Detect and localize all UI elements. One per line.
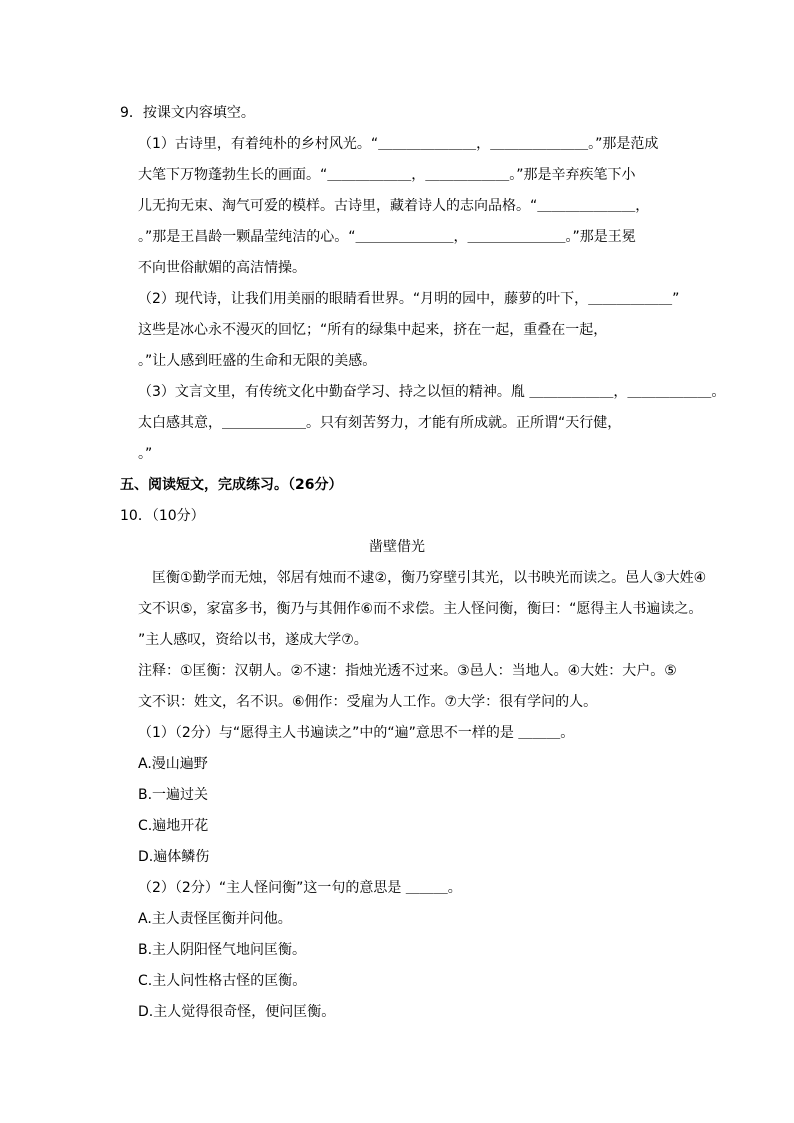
question-9-part1-line4: 。”那是王昌龄一颗晶莹纯洁的心。“＿＿＿＿＿＿＿，＿＿＿＿＿＿＿。”那是王冕: [138, 229, 636, 245]
passage-line3: ”主人感叹，资给以书，遂成大学⑦。: [138, 632, 368, 648]
annotation-line2: 文不识：姓文，名不识。⑥佣作：受雇为人工作。⑦大学：很有学问的人。: [138, 694, 598, 710]
option-2d: D.主人觉得很奇怪，便问匡衡。: [138, 1004, 336, 1020]
question-9-heading: 9．按课文内容填空。: [120, 105, 255, 121]
question-9-part3-line1: （3）文言文里，有传统文化中勤奋学习、持之以恒的精神。胤 ＿＿＿＿＿＿，＿＿＿＿＿＿。: [138, 384, 726, 400]
question-9-part3-line3: 。”: [138, 446, 153, 462]
question-9-part2-line1: （2）现代诗，让我们用美丽的眼睛看世界。“月明的园中，藤萝的叶下，＿＿＿＿＿＿”: [138, 291, 680, 307]
option-1a: A.漫山遍野: [138, 756, 208, 772]
question-9-part1-line5: 不向世俗献媚的高洁情操。: [138, 260, 306, 276]
option-2c: C.主人问性格古怪的匡衡。: [138, 973, 307, 989]
sub-question-1: （1）（2分）与“愿得主人书遍读之”中的“遍”意思不一样的是 ＿＿＿。: [138, 725, 575, 741]
annotation-line1: 注释：①匡衡：汉朝人。②不逮：指烛光透不过来。③邑人：当地人。④大姓：大户。⑤: [138, 663, 677, 679]
question-9-part1-line3: 儿无拘无束、淘气可爱的模样。古诗里，藏着诗人的志向品格。“＿＿＿＿＿＿＿，: [138, 198, 650, 214]
question-9-part2-line2: 这些是冰心永不漫灭的回忆；“所有的绿集中起来，挤在一起，重叠在一起，: [138, 322, 608, 338]
option-2a: A.主人责怪匡衡并问他。: [138, 911, 292, 927]
option-1b: B.一遍过关: [138, 787, 209, 803]
option-2b: B.主人阴阳怪气地问匡衡。: [138, 942, 307, 958]
question-10-heading: 10．（10分）: [120, 508, 205, 524]
question-9-part1-line1: （1）古诗里，有着纯朴的乡村风光。“＿＿＿＿＿＿＿，＿＿＿＿＿＿＿。”那是范成: [138, 136, 659, 152]
passage-line2: 文不识⑤，家富多书，衡乃与其佣作⑥而不求偿。主人怪问衡，衡曰：“愿得主人书遍读之。: [138, 601, 703, 617]
passage-title: 凿壁借光: [369, 539, 425, 555]
option-1c: C.遍地开花: [138, 818, 209, 834]
question-9-part3-line2: 太白感其意，＿＿＿＿＿＿。只有刻苦努力，才能有所成就。正所谓“天行健，: [138, 415, 622, 431]
passage-line1: 匡衡①勤学而无烛，邻居有烛而不逮②，衡乃穿壁引其光，以书映光而读之。邑人③大姓④: [152, 570, 707, 586]
question-9-part1-line2: 大笔下万物蓬勃生长的画面。“＿＿＿＿＿＿，＿＿＿＿＿＿。”那是辛弃疾笔下小: [138, 167, 636, 183]
question-9-part2-line3: 。”让人感到旺盛的生命和无限的美感。: [138, 353, 377, 369]
option-1d: D.遍体鳞伤: [138, 849, 210, 865]
section-5-heading: 五、阅读短文，完成练习。（26分）: [120, 477, 343, 493]
sub-question-2: （2）（2分）“主人怪问衡”这一句的意思是 ＿＿＿。: [138, 880, 462, 896]
